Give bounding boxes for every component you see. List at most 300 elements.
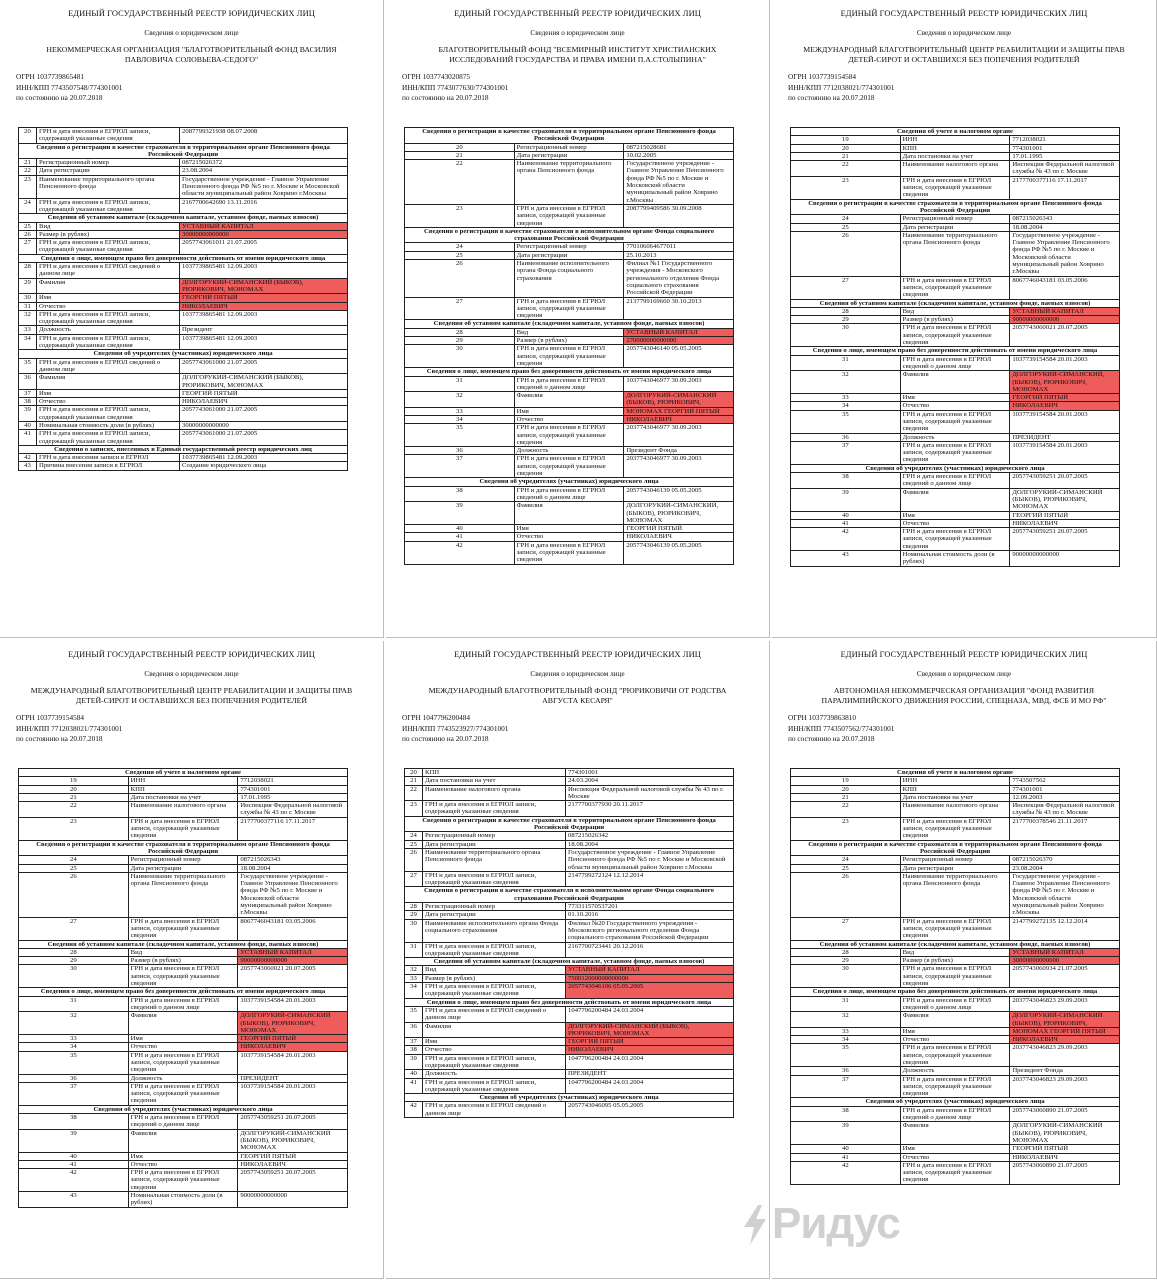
field-label: ГРН и дата внесения в ЕГРЮЛ записи, содержащей указанные сведения — [128, 965, 238, 988]
row-number: 26 — [19, 872, 129, 917]
row-number: 40 — [791, 1145, 901, 1153]
field-label: ГРН и дата внесения в ЕГРЮЛ сведений о данном лице — [423, 1102, 566, 1118]
section-header-row — [19, 143, 348, 159]
row-number: 26 — [19, 230, 37, 238]
egrul-page-2 — [386, 0, 770, 638]
field-label: Размер (в рублях) — [900, 316, 1010, 324]
section-header-row — [19, 940, 348, 948]
section-header: Сведения о регистрации в качестве страхователя в территориальном органе Пенсионного фонда Российской Федерации — [405, 128, 734, 144]
table-row — [791, 948, 1120, 956]
table-row — [791, 1153, 1120, 1161]
row-number: 19 — [19, 777, 129, 785]
field-value: 2057743061000 21.07.2005 — [180, 430, 348, 446]
table-row — [19, 785, 348, 793]
field-value: 2137799169660 30.10.2013 — [624, 297, 734, 320]
row-number: 42 — [19, 454, 37, 462]
field-label: КПП — [423, 769, 566, 777]
row-number: 43 — [19, 462, 37, 470]
field-label: Дата постановки на учет — [128, 793, 238, 801]
field-label: Должность — [128, 1074, 238, 1082]
table-row — [19, 167, 348, 175]
status-date-line: по состоянию на 20.07.2018 — [788, 93, 875, 103]
field-label: ГРН и дата внесения в ЕГРЮЛ сведений о данном лице — [900, 1106, 1010, 1122]
field-label: ГРН и дата внесения в ЕГРЮЛ сведений о данном лице — [423, 1006, 566, 1022]
table-row — [405, 974, 734, 982]
row-number: 25 — [791, 864, 901, 872]
field-label: Наименование налогового органа — [900, 161, 1010, 177]
row-number: 20 — [405, 769, 423, 777]
field-label: Номинальная стоимость доли (в рублях) — [128, 1192, 238, 1208]
row-number: 21 — [791, 793, 901, 801]
status-date-line: по состоянию на 20.07.2018 — [16, 93, 103, 103]
field-value: 7712038021 — [238, 777, 348, 785]
field-label: ГРН и дата внесения в ЕГРЮЛ записи, содержащей указанные сведения — [128, 1082, 238, 1105]
row-number: 29 — [405, 911, 423, 919]
row-number: 35 — [791, 1044, 901, 1067]
row-number: 38 — [405, 1046, 423, 1054]
field-value: 2057743060890 21.07.2005 — [1010, 1161, 1120, 1184]
row-number: 42 — [405, 541, 515, 564]
table-row — [791, 1122, 1120, 1145]
section-header-row — [791, 940, 1120, 948]
row-number: 28 — [791, 948, 901, 956]
highlighted-value: 750012000000000000 — [566, 974, 734, 982]
table-row — [791, 1106, 1120, 1122]
row-number: 33 — [19, 326, 37, 334]
table-row — [791, 402, 1120, 410]
row-number: 35 — [19, 358, 37, 374]
field-label: Регистрационный номер — [514, 143, 624, 151]
section-header: Сведения об уставном капитале (складочном капитале, уставном фонде, паевых взносов) — [19, 940, 348, 948]
field-label: Отчество — [128, 1043, 238, 1051]
highlighted-value: НИКОЛАЕВИЧ — [180, 302, 348, 310]
row-number: 28 — [405, 328, 515, 336]
highlighted-value: ГЕОРГИЙ ПЯТЫЙ — [1010, 394, 1120, 402]
field-label: Вид — [900, 948, 1010, 956]
section-header-row — [19, 988, 348, 996]
row-number: 31 — [405, 376, 515, 392]
field-label: ГРН и дата внесения в ЕГРЮЛ записи, содержащей указанные сведения — [514, 204, 624, 227]
field-value: 90000000000000 — [238, 1192, 348, 1208]
field-value: 2177700377116 17.11.2017 — [1010, 176, 1120, 199]
field-value: 774301001 — [566, 769, 734, 777]
field-value: 1037739865481 12.09.2003 — [180, 334, 348, 350]
table-row — [405, 848, 734, 871]
field-value: 1037739865481 12.09.2003 — [180, 454, 348, 462]
table-row — [791, 1075, 1120, 1098]
section-header-row — [791, 1098, 1120, 1106]
registry-title: ЕДИНЫЙ ГОСУДАРСТВЕННЫЙ РЕЕСТР ЮРИДИЧЕСКИХ ЛИЦ — [454, 9, 701, 18]
table-row — [405, 1078, 734, 1094]
section-header: Сведения о регистрации в качестве страхователя в исполнительном органе Фонда социального страхования Российской Федерации — [405, 887, 734, 903]
table-row — [791, 276, 1120, 299]
section-header-row — [405, 958, 734, 966]
field-label: Наименование налогового органа — [423, 785, 566, 801]
table-row — [19, 462, 348, 470]
table-row — [19, 957, 348, 965]
section-header: Сведения об учете в налоговом органе — [19, 769, 348, 777]
row-number: 28 — [791, 307, 901, 315]
field-value: 2177700377116 17.11.2017 — [238, 817, 348, 840]
row-number: 42 — [19, 1169, 129, 1192]
field-value: 087215026342 — [566, 832, 734, 840]
field-label: Наименование территориального органа Пенсионного фонда — [514, 160, 624, 205]
row-number: 39 — [19, 406, 37, 422]
table-row — [405, 1038, 734, 1046]
table-row — [405, 204, 734, 227]
table-row — [19, 1129, 348, 1152]
table-row — [405, 911, 734, 919]
field-value: 2057743046139 05.05.2005 — [624, 541, 734, 564]
field-label: Имя — [514, 525, 624, 533]
field-value: 1037743046977 30.09.2003 — [624, 376, 734, 392]
row-number: 38 — [405, 486, 515, 502]
field-value: 2037743046823 29.09.2003 — [1010, 996, 1120, 1012]
row-number: 22 — [791, 161, 901, 177]
table-row — [791, 1012, 1120, 1028]
field-value: 23.08.2004 — [180, 167, 348, 175]
table-row — [405, 525, 734, 533]
field-value: 2037743046823 29.09.2003 — [1010, 1075, 1120, 1098]
section-header-row — [19, 769, 348, 777]
table-row — [19, 817, 348, 840]
field-value: 1037739154584 20.01.2003 — [238, 996, 348, 1012]
field-value: 774301001 — [238, 785, 348, 793]
field-value: 1037739154584 20.01.2003 — [1010, 410, 1120, 433]
row-number: 39 — [791, 488, 901, 511]
field-value: 2167700723441 20.12.2016 — [566, 942, 734, 958]
row-number: 40 — [405, 1070, 423, 1078]
field-value: Инспекция Федеральной налоговой службы № 43 по г. Москве — [238, 802, 348, 818]
field-label: Должность — [900, 1067, 1010, 1075]
table-row — [791, 152, 1120, 160]
section-header: Сведения о лице, имеющем право без доверенности действовать от имени юридического лица — [19, 254, 348, 262]
registry-title: ЕДИНЫЙ ГОСУДАРСТВЕННЫЙ РЕЕСТР ЮРИДИЧЕСКИХ ЛИЦ — [454, 650, 701, 659]
lightning-logo-icon — [742, 1205, 768, 1245]
row-number: 20 — [19, 785, 129, 793]
table-row — [791, 307, 1120, 315]
table-row — [405, 415, 734, 423]
field-value: 2057743061000 21.07.2005 — [180, 406, 348, 422]
table-row — [19, 294, 348, 302]
field-label: ГРН и дата внесения в ЕГРЮЛ сведений о данном лице — [128, 996, 238, 1012]
table-row — [791, 1044, 1120, 1067]
row-number: 27 — [19, 239, 37, 255]
section-header-row — [791, 347, 1120, 355]
field-value: Государственное учреждение - Главное Управление Пенсионного фонда РФ №5 по г. Москве и Московской области муниципальный район Ховрино г.Москвы — [1010, 231, 1120, 276]
table-row — [19, 793, 348, 801]
field-label: Отчество — [514, 415, 624, 423]
field-label: ГРН и дата внесения в ЕГРЮЛ сведений о данном лице — [128, 1114, 238, 1130]
highlighted-value: 30000000000000 — [180, 230, 348, 238]
table-row — [405, 801, 734, 817]
field-label: Фамилия — [128, 1012, 238, 1035]
row-number: 25 — [405, 251, 515, 259]
row-number: 21 — [791, 152, 901, 160]
field-value: ДОЛГОРУКИЙ-СИМАНСКИЙ (БЫКОВ), РЮРИКОВИЧ, МОНОМАХ — [238, 1129, 348, 1152]
table-row — [19, 358, 348, 374]
registry-subtitle: Сведения о юридическом лице — [916, 670, 1012, 678]
row-number: 38 — [19, 398, 37, 406]
field-label: ГРН и дата внесения в ЕГРЮЛ записи, содержащей указанные сведения — [900, 410, 1010, 433]
row-number: 21 — [19, 793, 129, 801]
section-header-row — [405, 998, 734, 1006]
field-value: ПРЕЗИДЕНТ — [566, 1070, 734, 1078]
row-number: 36 — [405, 1022, 423, 1038]
field-label: Имя — [900, 1027, 1010, 1035]
table-row — [791, 473, 1120, 489]
field-label: ГРН и дата внесения в ЕГРЮЛ записи, содержащей указанные сведения — [900, 1075, 1010, 1098]
table-row — [405, 785, 734, 801]
section-header: Сведения об учредителях (участниках) юридического лица — [791, 1098, 1120, 1106]
section-header-row — [405, 320, 734, 328]
table-row — [405, 919, 734, 942]
field-label: Отчество — [37, 302, 180, 310]
table-row — [405, 455, 734, 478]
field-label: Должность — [423, 1070, 566, 1078]
field-value: ГЕОРГИЙ ПЯТЫЙ — [238, 1152, 348, 1160]
field-value: 1047796200484 24.03.2004 — [566, 1054, 734, 1070]
table-row — [405, 297, 734, 320]
field-value: 2147799272124 12.12.2014 — [566, 871, 734, 887]
field-label: ГРН и дата внесения в ЕГРЮЛ сведений о данном лице — [514, 486, 624, 502]
table-row — [19, 864, 348, 872]
field-value: Инспекция Федеральной налоговой службы № 43 по г. Москве — [566, 785, 734, 801]
field-label: Наименование исполнительного органа Фонда социального страхования — [514, 260, 624, 297]
row-number: 23 — [19, 817, 129, 840]
row-number: 39 — [405, 1054, 423, 1070]
row-number: 34 — [19, 1043, 129, 1051]
field-value: Государственное учреждение - Главное Управление Пенсионного фонда РФ №5 по г. Москве и Московской области муниципальный район Ховрино г.Москвы — [180, 175, 348, 198]
field-label: ГРН и дата внесения в ЕГРЮЛ записи, содержащей указанные сведения — [900, 1161, 1010, 1184]
table-row — [405, 392, 734, 408]
inn-kpp-line: ИНН/КПП 7743523927/774301001 — [402, 723, 509, 733]
field-value: 1037739154584 20.01.2003 — [238, 1051, 348, 1074]
registry-subtitle: Сведения о юридическом лице — [916, 29, 1012, 37]
table-row — [19, 1035, 348, 1043]
row-number: 41 — [405, 533, 515, 541]
inn-kpp-line: ИНН/КПП 7743507548/774301001 — [16, 82, 123, 92]
field-label: ГРН и дата внесения в ЕГРЮЛ сведений о данном лице — [900, 996, 1010, 1012]
table-row — [19, 1051, 348, 1074]
field-label: Отчество — [37, 398, 180, 406]
field-value: 18.08.2004 — [566, 840, 734, 848]
field-value: Инспекция Федеральной налоговой службы № 43 по г. Москве — [1010, 802, 1120, 818]
row-number: 26 — [791, 872, 901, 917]
table-row — [405, 424, 734, 447]
section-header-row — [791, 464, 1120, 472]
field-value: 770106064677011 — [624, 243, 734, 251]
register-table — [404, 127, 734, 565]
register-table — [18, 127, 348, 471]
highlighted-value: НИКОЛАЕВИЧ — [1010, 1036, 1120, 1044]
field-label: Наименование территориального органа Пенсионного фонда — [900, 231, 1010, 276]
row-number: 29 — [19, 278, 37, 294]
field-label: Вид — [423, 966, 566, 974]
field-label: КПП — [900, 144, 1010, 152]
table-row — [19, 175, 348, 198]
section-header-row — [791, 840, 1120, 856]
field-label: Имя — [514, 407, 624, 415]
table-row — [791, 856, 1120, 864]
field-value: 2057743059251 20.07.2005 — [238, 1169, 348, 1192]
row-number: 22 — [405, 785, 423, 801]
section-header-row — [791, 128, 1120, 136]
row-number: 32 — [791, 371, 901, 394]
row-number: 29 — [791, 316, 901, 324]
field-label: ГРН и дата внесения в ЕГРЮЛ записи, содержащей указанные сведения — [900, 441, 1010, 464]
row-number: 40 — [19, 1152, 129, 1160]
table-row — [405, 1022, 734, 1038]
watermark-logo-text: Ридус — [772, 1199, 900, 1248]
row-number: 33 — [405, 974, 423, 982]
field-value: Президент Фонда — [624, 447, 734, 455]
field-value: Государственное учреждение - Главное Управление Пенсионного фонда РФ №5 по г. Москве и Московской области муниципальный район Ховрино г.Москвы — [566, 848, 734, 871]
section-header: Сведения о регистрации в качестве страхователя в территориальном органе Пенсионного фонда Российской Федерации — [19, 840, 348, 856]
field-label: Фамилия — [514, 392, 624, 408]
table-row — [405, 871, 734, 887]
field-label: Наименование территориального органа Пенсионного фонда — [900, 872, 1010, 917]
field-value: Инспекция Федеральной налоговой службы № 43 по г. Москве — [1010, 161, 1120, 177]
section-header-row — [405, 128, 734, 144]
highlighted-value: ДОЛГОРУКИЙ-СИМАНСКИЙ (БЫКОВ), РЮРИКОВИЧ, — [1010, 1012, 1120, 1028]
section-header: Сведения об учредителях (участниках) юридического лица — [791, 464, 1120, 472]
field-value: 087215026343 — [1010, 215, 1120, 223]
field-label: ГРН и дата внесения в ЕГРЮЛ сведений о данном лице — [900, 355, 1010, 371]
egrul-page-1 — [0, 0, 384, 638]
table-row — [19, 263, 348, 279]
table-row — [405, 1102, 734, 1118]
field-value: 17.01.1995 — [1010, 152, 1120, 160]
field-value: ГЕОРГИЙ ПЯТЫЙ — [624, 525, 734, 533]
section-header: Сведения о лице, имеющем право без доверенности действовать от имени юридического лица — [791, 347, 1120, 355]
ogrn-line: ОГРН 1037739154584 — [16, 713, 85, 722]
section-header: Сведения о лице, имеющем право без доверенности действовать от имени юридического лица — [19, 988, 348, 996]
field-label: Дата регистрации — [900, 223, 1010, 231]
table-row — [791, 511, 1120, 519]
section-header-row — [405, 1094, 734, 1102]
row-number: 22 — [19, 802, 129, 818]
row-number: 39 — [19, 1129, 129, 1152]
field-label: ГРН и дата внесения в ЕГРЮЛ записи, содержащей указанные сведения — [423, 1054, 566, 1070]
section-header-row — [19, 254, 348, 262]
field-label: Дата регистрации — [37, 167, 180, 175]
highlighted-value: 90000000000000 — [1010, 316, 1120, 324]
row-number: 32 — [405, 392, 515, 408]
row-number: 23 — [791, 817, 901, 840]
field-value: НИКОЛАЕВИЧ — [180, 398, 348, 406]
field-value: Филиал №1 Государственного учреждения - Московского регионального отделения Фонда социального страхования Российской Федерации — [624, 260, 734, 297]
field-label: Отчество — [900, 402, 1010, 410]
registry-title: ЕДИНЫЙ ГОСУДАРСТВЕННЫЙ РЕЕСТР ЮРИДИЧЕСКИХ ЛИЦ — [840, 650, 1088, 659]
row-number: 24 — [791, 856, 901, 864]
highlighted-value: УСТАВНЫЙ КАПИТАЛ — [566, 966, 734, 974]
highlighted-value: УСТАВНЫЙ КАПИТАЛ — [238, 948, 348, 956]
table-row — [405, 407, 734, 415]
row-number: 37 — [791, 1075, 901, 1098]
field-label: Должность — [514, 447, 624, 455]
table-row — [19, 230, 348, 238]
table-row — [791, 996, 1120, 1012]
field-label: Наименование исполнительного органа Фонда социального страхования — [423, 919, 566, 942]
field-label: Фамилия — [900, 1122, 1010, 1145]
field-label: Регистрационный номер — [37, 159, 180, 167]
row-number: 27 — [19, 917, 129, 940]
field-label: ГРН и дата внесения в ЕГРЮЛ записи, содержащей указанные сведения — [37, 198, 180, 214]
field-label: Фамилия — [900, 488, 1010, 511]
row-number: 26 — [405, 260, 515, 297]
table-row — [19, 239, 348, 255]
field-value: 087215026372 — [180, 159, 348, 167]
highlighted-value: НИКОЛАЕВИЧ — [1010, 402, 1120, 410]
field-value: 774301001 — [1010, 785, 1120, 793]
section-header: Сведения о лице, имеющем право без доверенности действовать от имени юридического лица — [791, 988, 1120, 996]
table-row — [19, 310, 348, 326]
field-label: ГРН и дата внесения в ЕГРЮЛ записи, содержащей указанные сведения — [900, 176, 1010, 199]
field-label: Должность — [37, 326, 180, 334]
row-number: 32 — [405, 966, 423, 974]
field-label: ГРН и дата внесения в ЕГРЮЛ записи, содержащей указанные сведения — [37, 430, 180, 446]
table-row — [19, 917, 348, 940]
field-value: 773311570537201 — [566, 903, 734, 911]
section-header-row — [405, 368, 734, 376]
field-value: 23.08.2004 — [1010, 864, 1120, 872]
field-label: ГРН и дата внесения в ЕГРЮЛ записи, содержащей указанные сведения — [37, 310, 180, 326]
section-header: Сведения о регистрации в качестве страхователя в исполнительном органе Фонда социального страхования Российской Федерации — [405, 227, 734, 243]
field-label: Фамилия — [514, 502, 624, 525]
row-number: 25 — [19, 222, 37, 230]
table-row — [791, 1067, 1120, 1075]
field-label: Регистрационный номер — [128, 856, 238, 864]
inn-kpp-line: ИНН/КПП 7743077630/774301001 — [402, 82, 509, 92]
table-row — [19, 198, 348, 214]
table-row — [791, 324, 1120, 347]
field-value: 2057743060021 20.07.2005 — [1010, 324, 1120, 347]
table-row — [19, 777, 348, 785]
field-label: ГРН и дата внесения в ЕГРЮЛ сведений о данном лице — [37, 358, 180, 374]
table-row — [791, 136, 1120, 144]
section-header-row — [405, 227, 734, 243]
status-date-line: по состоянию на 20.07.2018 — [402, 93, 489, 103]
organization-meta — [402, 72, 508, 104]
field-label: Вид — [900, 307, 1010, 315]
table-row — [405, 447, 734, 455]
row-number: 38 — [791, 1106, 901, 1122]
row-number: 33 — [19, 1035, 129, 1043]
section-header-row — [405, 478, 734, 486]
table-row — [791, 316, 1120, 324]
register-table-grid — [404, 768, 734, 1118]
row-number: 27 — [405, 871, 423, 887]
field-label: ГРН и дата внесения в ЕГРЮЛ записи, содержащей указанные сведения — [514, 455, 624, 478]
section-header: Сведения о записях, внесенных в Единый государственный реестр юридических лиц — [19, 445, 348, 453]
table-row — [405, 1054, 734, 1070]
row-number: 30 — [791, 324, 901, 347]
row-number: 30 — [19, 294, 37, 302]
register-table-grid — [790, 127, 1120, 567]
table-row — [791, 371, 1120, 394]
field-value: 2087799321938 08.07.2008 — [180, 128, 348, 144]
highlighted-value: НИКОЛАЕВИЧ — [624, 415, 734, 423]
row-number: 39 — [791, 1122, 901, 1145]
field-label: Дата регистрации — [900, 864, 1010, 872]
section-header: Сведения об уставном капитале (складочном капитале, уставном фонде, паевых взносов) — [19, 214, 348, 222]
row-number: 23 — [791, 176, 901, 199]
table-row — [791, 1036, 1120, 1044]
field-label: ГРН и дата внесения в ЕГРЮЛ записи, содержащей указанные сведения — [900, 324, 1010, 347]
organization-meta — [402, 713, 508, 745]
register-table — [404, 768, 734, 1118]
